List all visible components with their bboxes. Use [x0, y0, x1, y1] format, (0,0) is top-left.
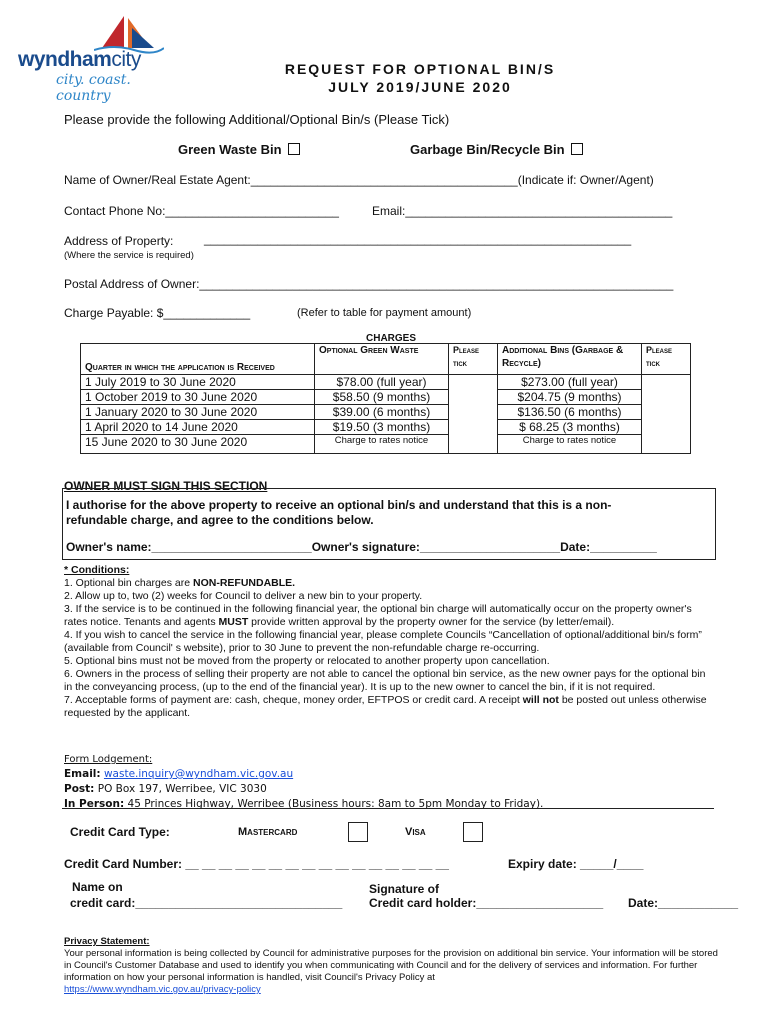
table-row: 1 January 2020 to 30 June 2020 $39.00 (6 months) $136.50 (6 months): [81, 405, 691, 420]
owner-name-field[interactable]: Name of Owner/Real Estate Agent:________________________________________(Indicate if: Owner/Agent): [64, 173, 654, 187]
privacy-text: Your personal information is being collected by Council for administrative purposes for the provision on additional bin service. Your information will be stored in Council's Customer Database and used to identify you when communicating with Council and for the delivery of services and information. For further information on how your personal information is handled, visit Council's Privacy Policy at: [64, 948, 718, 983]
name-on-card-field[interactable]: credit card:_______________________________: [70, 896, 343, 910]
condition-item: 3. If the service is to be continued in the following financial year, the optional bin charge will automatically occur on the property owner's rates notice. Tenants and agents MUST provide written approval by the property owner for the service (by letter/email).: [64, 603, 692, 628]
privacy-statement: [64, 936, 724, 996]
col-tick-header: Please tick: [453, 345, 480, 368]
condition-item: 7. Acceptable forms of payment are: cash, cheque, money order, EFTPOS or credit card. A receipt will not be posted out unless otherwise requested by the applicant.: [64, 694, 707, 719]
green-tick-cell[interactable]: [449, 375, 498, 454]
conditions-heading: * Conditions:: [64, 564, 130, 576]
in-person-address: 45 Princes Highway, Werribee (Business hours: 8am to 5pm Monday to Friday).: [127, 798, 544, 810]
additional-tick-cell[interactable]: [642, 375, 691, 454]
name-on-card-label: Name on: [72, 880, 123, 894]
condition-item: 4. If you wish to cancel the service in the following financial year, please complete Councils “Cancellation of optional/additional bin/s form” (available from Council' s website), prior to 30 June to prevent the non-refundable charge re-occurring.: [64, 629, 702, 654]
green-waste-option[interactable]: Green Waste Bin: [178, 142, 300, 157]
col-quarter-header: Quarter in which the application is Received: [85, 362, 275, 373]
logo-wordmark: wyndhamcity: [18, 48, 141, 71]
address-note: (Where the service is required): [64, 250, 194, 261]
wyndham-logo: [16, 14, 176, 104]
col-green-header: Optional Green Waste: [319, 345, 419, 356]
authorise-text: I authorise for the above property to receive an optional bin/s and understand that this is a non-refundable charge, and agree to the conditions below.: [66, 498, 612, 527]
col-tick2-header: Please tick: [646, 345, 673, 368]
mastercard-label: Mastercard: [238, 826, 298, 838]
charges-table: [80, 343, 691, 454]
logo-tagline: city. coast. country: [56, 72, 131, 104]
form-lodgement: Form Lodgement: Email: waste.inquiry@wyndham.vic.gov.au Post: PO Box 197, Werribee, VIC 3030 In Person: 45 Princes Highway, Werribee (Business hours: 8am to 5pm Monday to Friday).: [64, 752, 714, 812]
cardholder-signature-field[interactable]: Credit card holder:___________________: [369, 896, 604, 910]
expiry-field[interactable]: Expiry date: _____/____: [508, 857, 644, 871]
charges-caption: CHARGES: [366, 333, 417, 344]
visa-label: Visa: [405, 826, 426, 838]
card-date-field[interactable]: Date:____________: [628, 896, 739, 910]
owner-sign-box: [62, 488, 716, 560]
email-link[interactable]: waste.inquiry@wyndham.vic.gov.au: [103, 768, 294, 780]
card-number-field[interactable]: Credit Card Number: __ __ __ __ __ __ __ __ __ __ __ __ __ __ __ __: [64, 857, 449, 871]
intro-text: Please provide the following Additional/Optional Bin/s (Please Tick): [64, 112, 450, 127]
condition-item: 1. Optional bin charges are NON-REFUNDABLE.: [64, 577, 296, 589]
table-row: 1 July 2019 to 30 June 2020 $78.00 (full year) $273.00 (full year): [81, 375, 691, 390]
privacy-link[interactable]: https://www.wyndham.vic.gov.au/privacy-policy: [64, 984, 261, 995]
charge-payable-field[interactable]: Charge Payable: $_____________: [64, 306, 251, 320]
mastercard-checkbox[interactable]: [348, 822, 368, 842]
col-additional-header: Additional Bins (Garbage & Recycle): [502, 345, 624, 369]
signature-label: Signature of: [369, 882, 440, 896]
address-field[interactable]: ________________________________________________________________: [204, 232, 632, 246]
postal-address-field[interactable]: Postal Address of Owner:_______________________________________________________________________: [64, 277, 674, 291]
privacy-heading: Privacy Statement:: [64, 936, 150, 947]
charge-note: (Refer to table for payment amount): [297, 307, 472, 319]
green-waste-checkbox[interactable]: [288, 143, 300, 155]
condition-item: 5. Optional bins must not be moved from the property or relocated to another property upon cancellation.: [64, 655, 550, 667]
visa-checkbox[interactable]: [463, 822, 483, 842]
table-row: 1 October 2019 to 30 June 2020 $58.50 (9 months) $204.75 (9 months): [81, 390, 691, 405]
garbage-recycle-checkbox[interactable]: [571, 143, 583, 155]
card-type-label: Credit Card Type:: [70, 825, 170, 839]
contact-phone-field[interactable]: Contact Phone No:__________________________: [64, 204, 339, 218]
conditions: [64, 564, 714, 720]
owner-signature-line[interactable]: Owner's name:________________________Owner's signature:_____________________Date:__________: [66, 540, 657, 554]
condition-item: 2. Allow up to, two (2) weeks for Council to deliver a new bin to your property.: [64, 590, 423, 602]
address-label: Address of Property:: [64, 234, 174, 248]
owner-heading: OWNER MUST SIGN THIS SECTION: [64, 479, 268, 493]
garbage-recycle-option[interactable]: Garbage Bin/Recycle Bin: [410, 142, 583, 157]
table-row: 1 April 2020 to 14 June 2020 $19.50 (3 months) $ 68.25 (3 months): [81, 420, 691, 435]
table-header-row: [81, 344, 691, 375]
post-address: PO Box 197, Werribee, VIC 3030: [97, 783, 267, 795]
condition-item: 6. Owners in the process of selling their property are not able to cancel the optional bin service, as the new owner pays for the optional bin in the conveyancing process, (up to the end of the financial year). It is up to the new owner to cancel the bin, if it is not required.: [64, 668, 706, 693]
lodgement-heading: Form Lodgement:: [64, 754, 153, 765]
divider: [62, 808, 714, 809]
table-row: 15 June 2020 to 30 June 2020 Charge to rates notice Charge to rates notice: [81, 435, 691, 454]
email-field[interactable]: Email:________________________________________: [372, 204, 673, 218]
page-title: REQUEST FOR OPTIONAL BIN/S JULY 2019/JUNE 2020: [284, 61, 556, 95]
